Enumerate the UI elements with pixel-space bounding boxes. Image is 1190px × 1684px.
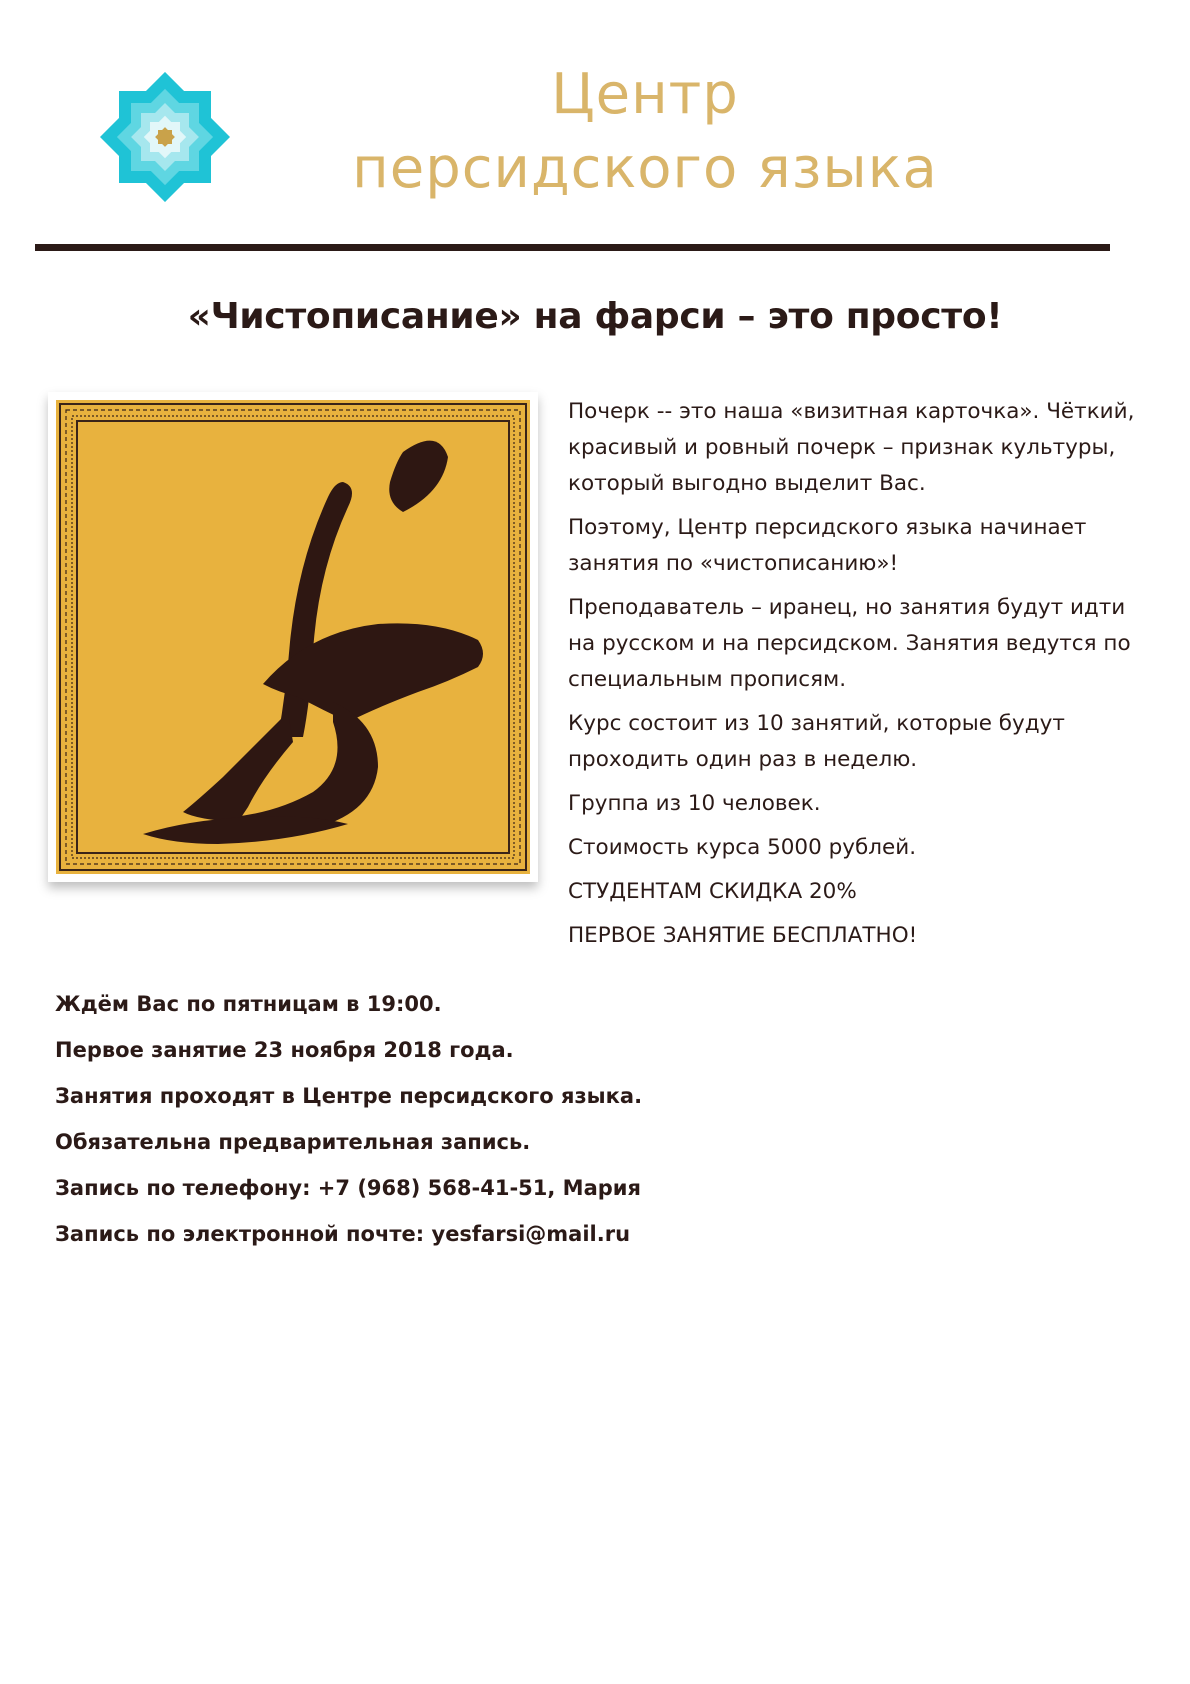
detail-location: Занятия проходят в Центре персидского языка. [55, 1084, 643, 1108]
calligraphy-artwork [48, 392, 538, 882]
detail-registration-required: Обязательна предварительная запись. [55, 1130, 531, 1154]
header-title-line2: персидского языка [352, 136, 938, 201]
event-details [55, 988, 1055, 1264]
body-paragraph-announcement: Поэтому, Центр персидского языка начинает занятия по «чистописанию»! [568, 515, 1087, 576]
body-paragraph-teacher: Преподаватель – иранец, но занятия будут идти на русском и на персидском. Занятия ведутся по специальным прописям. [568, 595, 1131, 692]
body-paragraph-free-lesson: ПЕРВОЕ ЗАНЯТИЕ БЕСПЛАТНО! [568, 923, 918, 948]
body-paragraph-student-discount: СТУДЕНТАМ СКИДКА 20% [568, 879, 857, 904]
persian-calligraphy-khat-icon [48, 392, 538, 882]
body-paragraph-handwriting: Почерк -- это наша «визитная карточка». Чёткий, красивый и ровный почерк – признак культуры, который выгодно выделит Вас. [568, 399, 1135, 496]
logo-octagram-star-icon [100, 72, 230, 202]
body-paragraph-course-length: Курс состоит из 10 занятий, которые будут проходить один раз в неделю. [568, 711, 1065, 772]
headline: «Чистописание» на фарси – это просто! [187, 296, 1003, 337]
course-description [568, 394, 1148, 962]
detail-first-lesson: Первое занятие 23 ноября 2018 года. [55, 1038, 514, 1062]
body-paragraph-group-size: Группа из 10 человек. [568, 791, 821, 816]
detail-email: Запись по электронной почте: yesfarsi@mail.ru [55, 1222, 631, 1246]
header-divider [35, 244, 1110, 251]
header-title [300, 58, 990, 206]
detail-schedule: Ждём Вас по пятницам в 19:00. [55, 992, 442, 1016]
body-paragraph-price: Стоимость курса 5000 рублей. [568, 835, 917, 860]
header-title-line1: Центр [551, 62, 739, 127]
detail-phone: Запись по телефону: +7 (968) 568-41-51, Мария [55, 1176, 641, 1200]
